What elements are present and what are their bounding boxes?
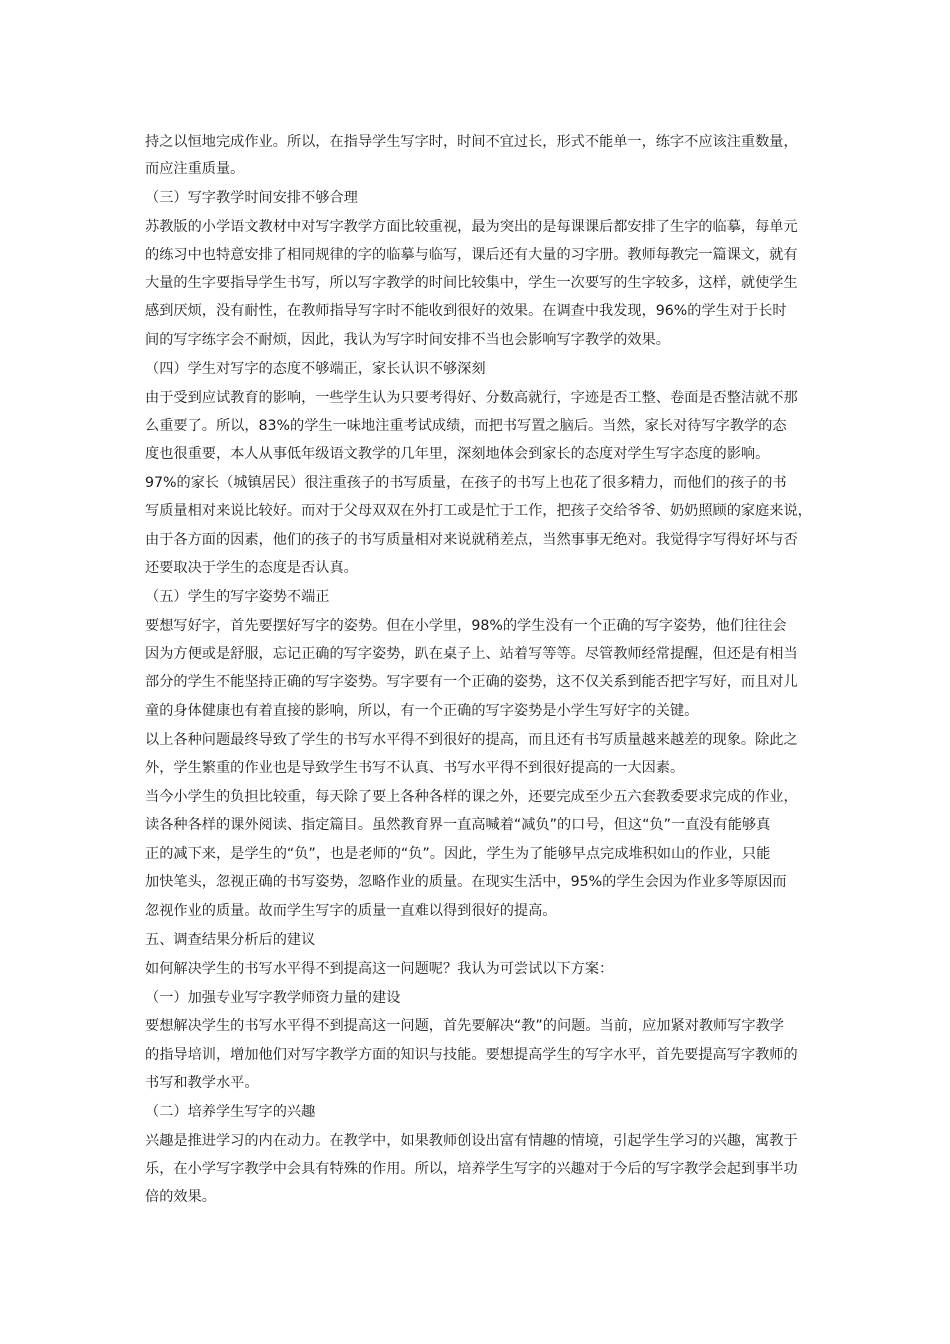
paragraph-line: 的练习中也特意安排了相同规律的字的临摹与临写，课后还有大量的习字册。教师每教完一篇课文，就有 (145, 247, 798, 263)
paragraph-line: 忽视作业的质量。故而学生写字的质量一直难以得到很好的提高。 (145, 903, 557, 919)
paragraph-line: 要想解决学生的书写水平得不到提高这一问题，首先要解决“教”的问题。当前，应加紧对教师写字教学 (145, 1018, 784, 1034)
paragraph-line: 还要取决于学生的态度是否认真。 (145, 560, 358, 576)
paragraph-line: 由于各方面的因素，他们的孩子的书写质量相对来说就稍差点，当然事事无绝对。我觉得字写得好坏与否 (145, 532, 798, 548)
paragraph-line: 加快笔头，忽视正确的书写姿势，忽略作业的质量。在现实生活中，95%的学生会因为作业多等原因而 (145, 874, 787, 890)
paragraph-line: 部分的学生不能坚持正确的写字姿势。写字要有一个正确的姿势，这不仅关系到能否把字写好，而且对儿 (145, 674, 798, 690)
paragraph-line: 而应注重质量。 (145, 161, 245, 177)
paragraph-line: 度也很重要，本人从事低年级语文教学的几年里，深刻地体会到家长的态度对学生写字态度的影响。 (145, 446, 770, 462)
section-heading: （四）学生对写字的态度不够端正，家长认识不够深刻 (145, 361, 486, 377)
paragraph-line: 苏教版的小学语文教材中对写字教学方面比较重视，最为突出的是每课课后都安排了生字的临摹，每单元 (145, 219, 798, 235)
paragraph-line: 正的减下来，是学生的“负”，也是老师的“负”。因此，学生为了能够早点完成堆积如山的作业，只能 (145, 846, 771, 862)
paragraph-line: 如何解决学生的书写水平得不到提高这一问题呢？我认为可尝试以下方案： (145, 961, 614, 977)
paragraph-line: 97%的家长（城镇居民）很注重孩子的书写质量，在孩子的书写上也花了很多精力，而他们的孩子的书 (145, 475, 787, 491)
paragraph-line: 倍的效果。 (145, 1189, 216, 1205)
paragraph-line: 么重要了。所以，83%的学生一味地注重考试成绩，而把书写置之脑后。当然，家长对待写字教学的态 (145, 418, 787, 434)
section-heading: （二）培养学生写字的兴趣 (145, 1104, 316, 1120)
paragraph-line: 书写和教学水平。 (145, 1075, 259, 1091)
paragraph-line: 要想写好字，首先要摆好写字的姿势。但在小学里，98%的学生没有一个正确的写字姿势，他们往往会 (145, 618, 787, 634)
paragraph-line: 当今小学生的负担比较重，每天除了要上各种各样的课之外，还要完成至少五六套教委要求完成的作业， (145, 789, 798, 805)
paragraph-line: 读各种各样的课外阅读、指定篇目。虽然教育界一直高喊着“减负”的口号，但这“负”一直没有能够真 (145, 817, 771, 833)
paragraph-line: 写质量相对来说比较好。而对于父母双双在外打工或是忙于工作，把孩子交给爷爷、奶奶照顾的家庭来说， (145, 503, 812, 519)
paragraph-line: 外，学生繁重的作业也是导致学生书写不认真、书写水平得不到很好提高的一大因素。 (145, 760, 685, 776)
section-heading: 五、调查结果分析后的建议 (145, 932, 316, 948)
section-heading: （一）加强专业写字教学师资力量的建设 (145, 990, 401, 1006)
paragraph-line: 童的身体健康也有着直接的影响，所以，有一个正确的写字姿势是小学生写好字的关键。 (145, 703, 699, 719)
paragraph-line: 大量的生字要指导学生书写，所以写字教学的时间比较集中，学生一次要写的生字较多，这样，就使学生 (145, 275, 798, 291)
paragraph-line: 乐，在小学写字教学中会具有特殊的作用。所以，培养学生写字的兴趣对于今后的写字教学会起到事半功 (145, 1161, 798, 1177)
paragraph-line: 间的写字练字会不耐烦，因此，我认为写字时间安排不当也会影响写字教学的效果。 (145, 332, 670, 348)
section-heading: （五）学生的写字姿势不端正 (145, 589, 330, 605)
paragraph-line: 由于受到应试教育的影响，一些学生认为只要考得好、分数高就行，字迹是否工整、卷面是否整洁就不那 (145, 390, 798, 406)
section-heading: （三）写字教学时间安排不够合理 (145, 190, 358, 206)
paragraph-line: 因为方便或是舒服，忘记正确的写字姿势，趴在桌子上、站着写等等。尽管教师经常提醒，但还是有相当 (145, 646, 798, 662)
paragraph-line: 感到厌烦，没有耐性，在教师指导写字时不能收到很好的效果。在调查中我发现，96%的学生对于长时 (145, 303, 787, 319)
paragraph-line: 以上各种问题最终导致了学生的书写水平得不到很好的提高，而且还有书写质量越来越差的现象。除此之 (145, 732, 798, 748)
paragraph-line: 兴趣是推进学习的内在动力。在教学中，如果教师创设出富有情趣的情境，引起学生学习的兴趣，寓教于 (145, 1133, 798, 1149)
paragraph-line: 的指导培训，增加他们对写字教学方面的知识与技能。要想提高学生的写字水平，首先要提高写字教师的 (145, 1047, 798, 1063)
paragraph-line: 持之以恒地完成作业。所以，在指导学生写字时，时间不宜过长，形式不能单一，练字不应该注重数量， (145, 134, 798, 150)
